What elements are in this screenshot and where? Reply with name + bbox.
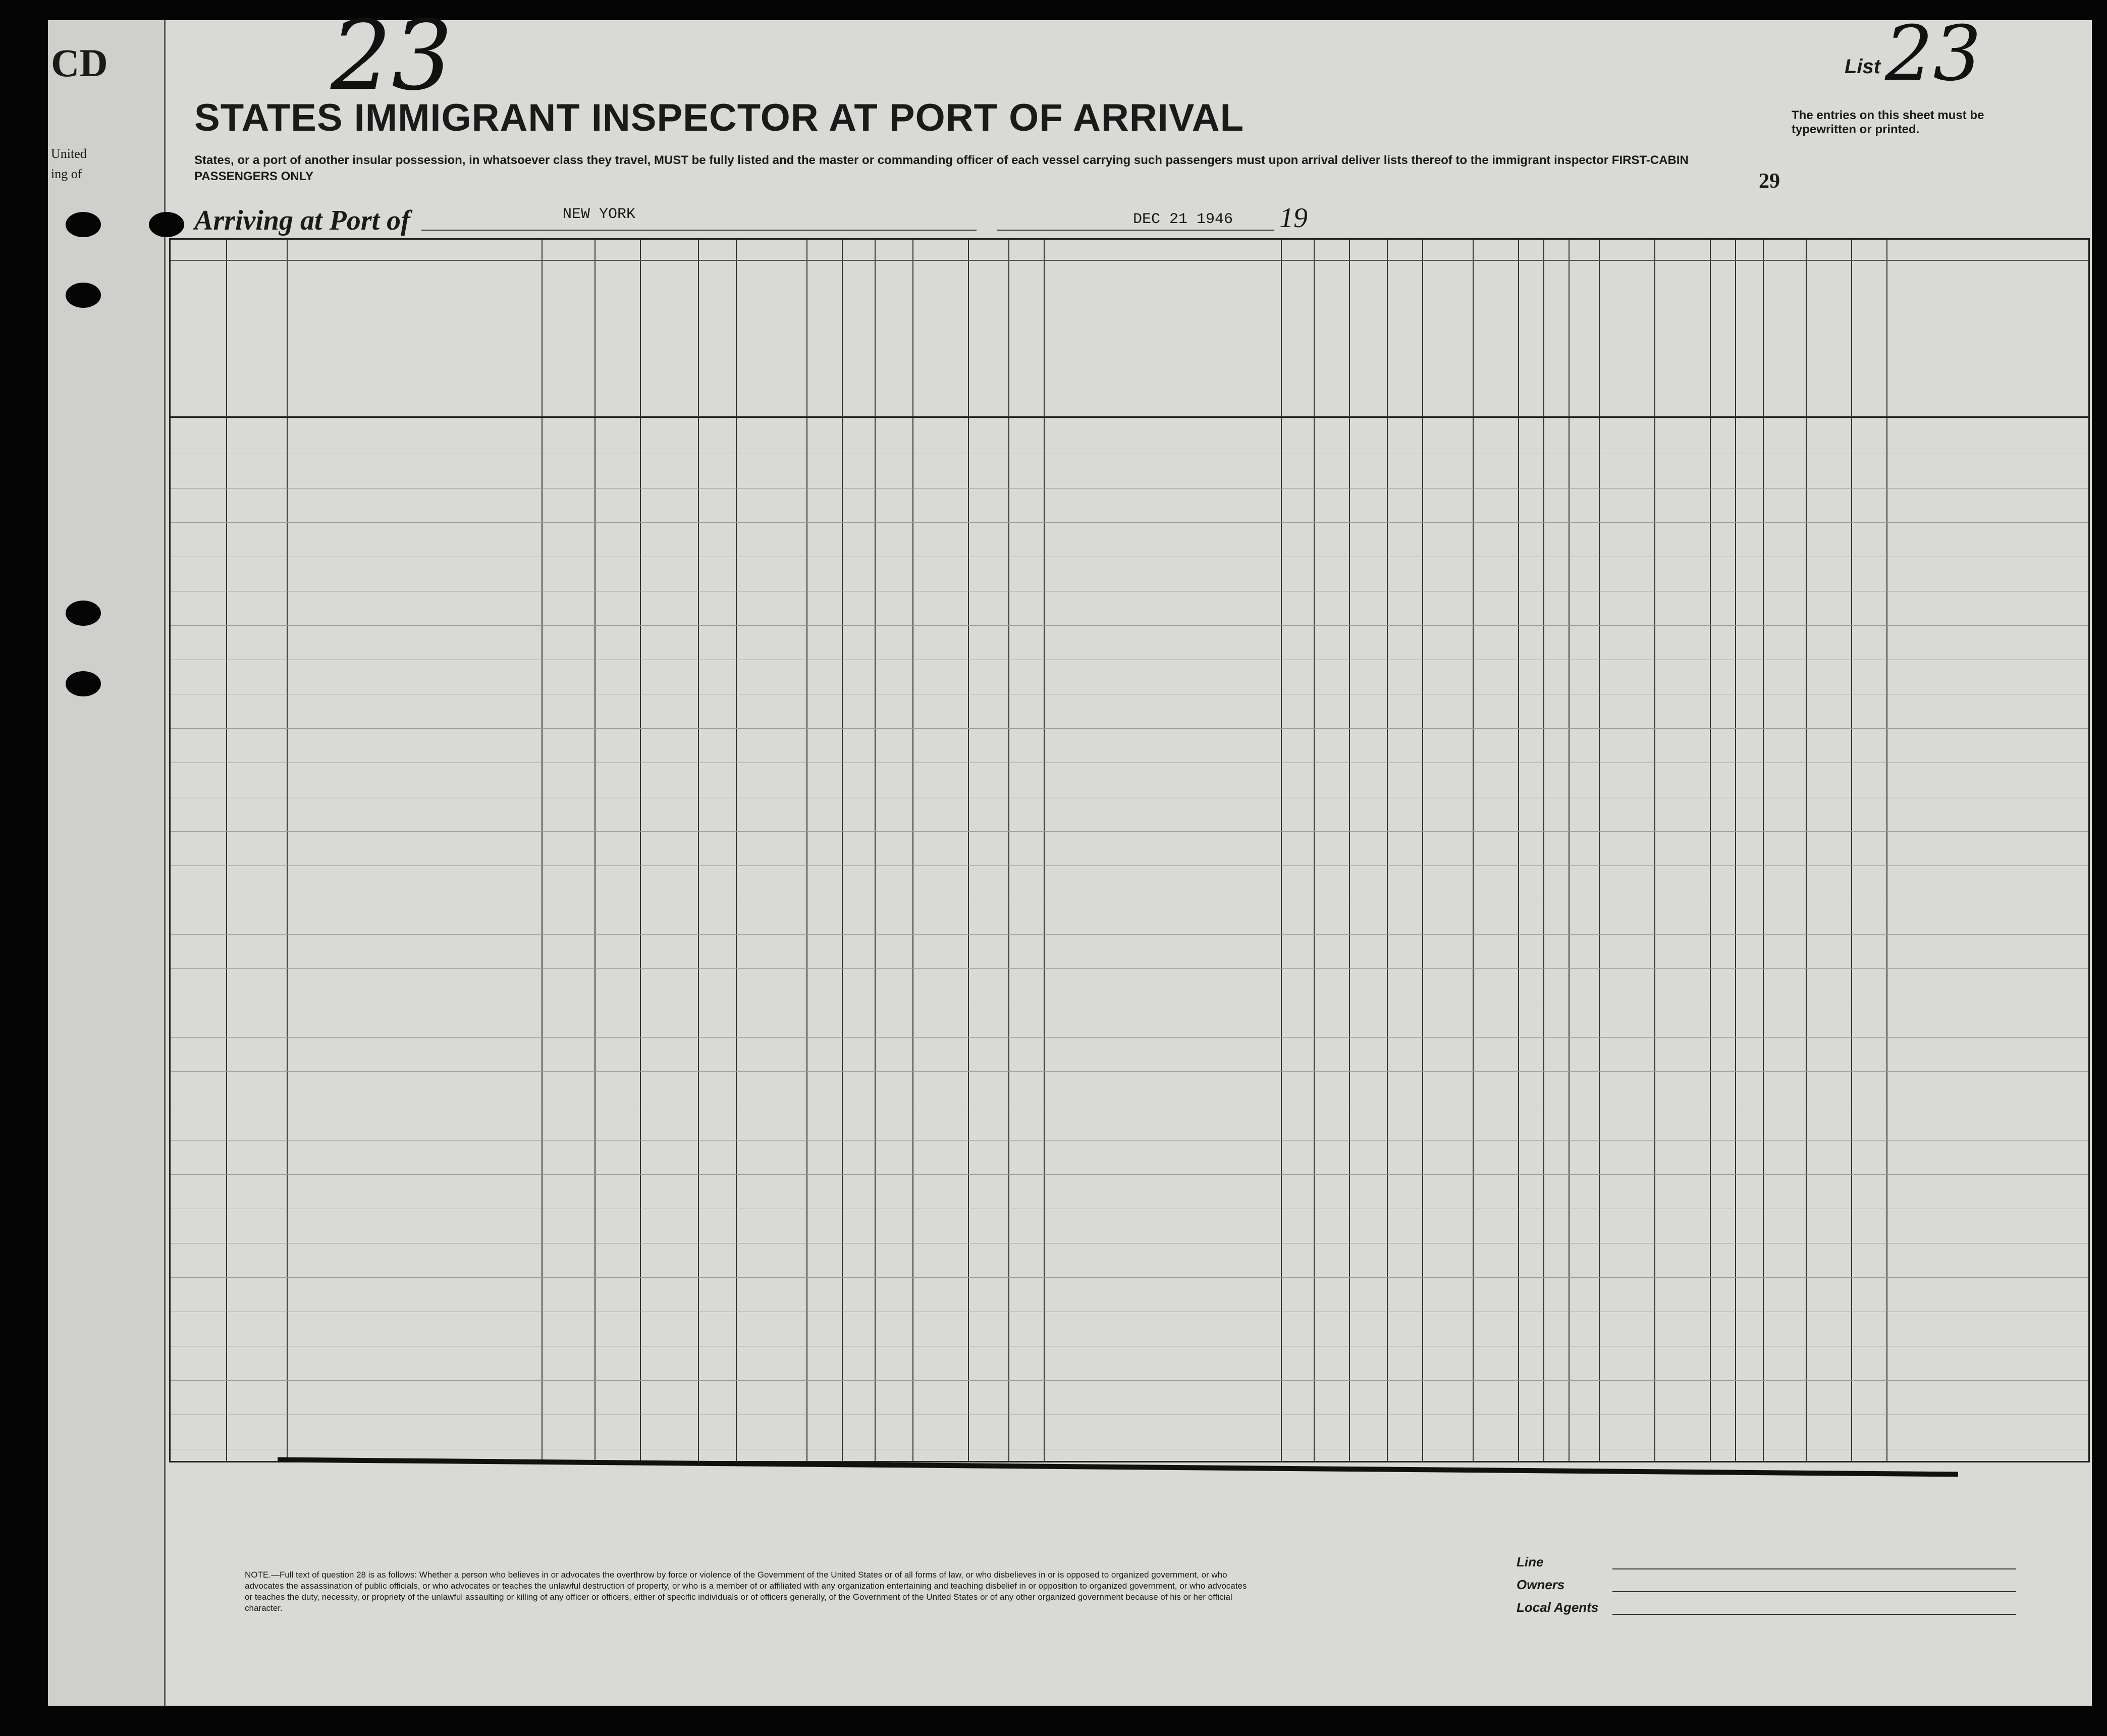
row-rule — [171, 865, 2088, 866]
previous-page-strip — [48, 20, 166, 1706]
column-divider — [1518, 240, 1519, 1461]
year-prefix: 19 — [1279, 202, 1308, 234]
column-divider — [1654, 240, 1655, 1461]
row-rule — [171, 625, 2088, 626]
column-divider — [542, 240, 543, 1461]
header-divider — [171, 416, 2088, 418]
owners-label: Owners — [1517, 1577, 1565, 1592]
corner-fragment: CD — [51, 41, 108, 85]
date-underline — [997, 230, 1274, 231]
arriving-label: Arriving at Port of — [194, 205, 410, 236]
colnum-divider — [171, 260, 2088, 261]
column-divider — [842, 240, 843, 1461]
binder-hole — [66, 283, 101, 308]
row-rule — [171, 1380, 2088, 1381]
page-number: 29 — [1759, 170, 1780, 193]
column-divider — [1044, 240, 1045, 1461]
row-rule — [171, 1037, 2088, 1038]
column-divider — [1422, 240, 1423, 1461]
column-divider — [1543, 240, 1544, 1461]
column-divider — [806, 240, 807, 1461]
page-title: STATES IMMIGRANT INSPECTOR AT PORT OF ARRIVAL — [194, 96, 1245, 139]
manifest-table — [169, 238, 2090, 1462]
binder-hole — [149, 212, 184, 237]
left-fragment-2: ing of — [51, 167, 82, 181]
column-divider — [287, 240, 288, 1461]
column-divider — [226, 240, 227, 1461]
column-divider — [736, 240, 737, 1461]
row-rule — [171, 1071, 2088, 1072]
column-divider — [1886, 240, 1887, 1461]
agents-label: Local Agents — [1517, 1600, 1599, 1615]
entries-note: The entries on this sheet must be typewritten or printed. — [1792, 108, 1984, 136]
binder-hole — [66, 671, 101, 696]
row-rule — [171, 934, 2088, 935]
column-divider — [1851, 240, 1852, 1461]
footnote-question-28: NOTE.—Full text of question 28 is as follows: Whether a person who believes in or advocates the overthrow by force or violence of the Government of the United States or of all forms of law, or who disbelieves in or is opposed to organized government, or who advocates the assassination of public officials, or who advocates or teaches the unlawful destruction of property, or who is a member of or affiliated with any organization entertaining and teaching disbelief in or opposition to organized government, or who advocates or teaches the duty, necessity, or propriety of the unlawful assaulting or killing of any officer or officers, either of specific individuals or of officers generally, of the Government of the United States or of any other organized government because of his or her official character. — [245, 1570, 1247, 1613]
sheet-number-handwritten: 23 — [331, 0, 453, 112]
row-rule — [171, 968, 2088, 969]
agents-underline — [1612, 1614, 2016, 1615]
column-divider — [1735, 240, 1736, 1461]
column-divider — [595, 240, 596, 1461]
row-rule — [171, 1277, 2088, 1278]
column-divider — [1349, 240, 1350, 1461]
list-number-handwritten: 23 — [1885, 10, 1981, 98]
column-divider — [1281, 240, 1282, 1461]
arrival-date: DEC 21 1946 — [1133, 211, 1233, 228]
manifest-sheet — [48, 0, 2092, 1706]
list-label: List — [1845, 56, 1881, 78]
column-divider — [640, 240, 641, 1461]
row-rule — [171, 831, 2088, 832]
arrival-port: NEW YORK — [563, 206, 636, 223]
row-rule — [171, 522, 2088, 523]
row-rule — [171, 1174, 2088, 1175]
column-divider — [1599, 240, 1600, 1461]
column-divider — [1387, 240, 1388, 1461]
column-divider — [698, 240, 699, 1461]
port-underline — [421, 230, 977, 231]
binder-hole — [66, 212, 101, 237]
page-subtitle: States, or a port of another insular possession, in whatsoever class they travel, MUST be fully listed and the master or commanding officer of each vessel carrying such passengers must upon arrival deliver lists thereof to the immigrant inspector FIRST-CABIN PASSENGERS ONLY — [194, 153, 1689, 183]
row-rule — [171, 488, 2088, 489]
column-divider — [912, 240, 913, 1461]
column-divider — [1710, 240, 1711, 1461]
column-divider — [1569, 240, 1570, 1461]
column-divider — [1806, 240, 1807, 1461]
row-rule — [171, 728, 2088, 729]
row-rule — [171, 1140, 2088, 1141]
column-divider — [968, 240, 969, 1461]
left-fragment-1: United — [51, 146, 87, 161]
column-divider — [1473, 240, 1474, 1461]
column-divider — [875, 240, 876, 1461]
column-divider — [1314, 240, 1315, 1461]
binder-hole — [66, 601, 101, 626]
line-label: Line — [1517, 1554, 1544, 1569]
line-underline — [1612, 1568, 2016, 1569]
owners-underline — [1612, 1591, 2016, 1592]
column-divider — [1763, 240, 1764, 1461]
column-divider — [1008, 240, 1009, 1461]
